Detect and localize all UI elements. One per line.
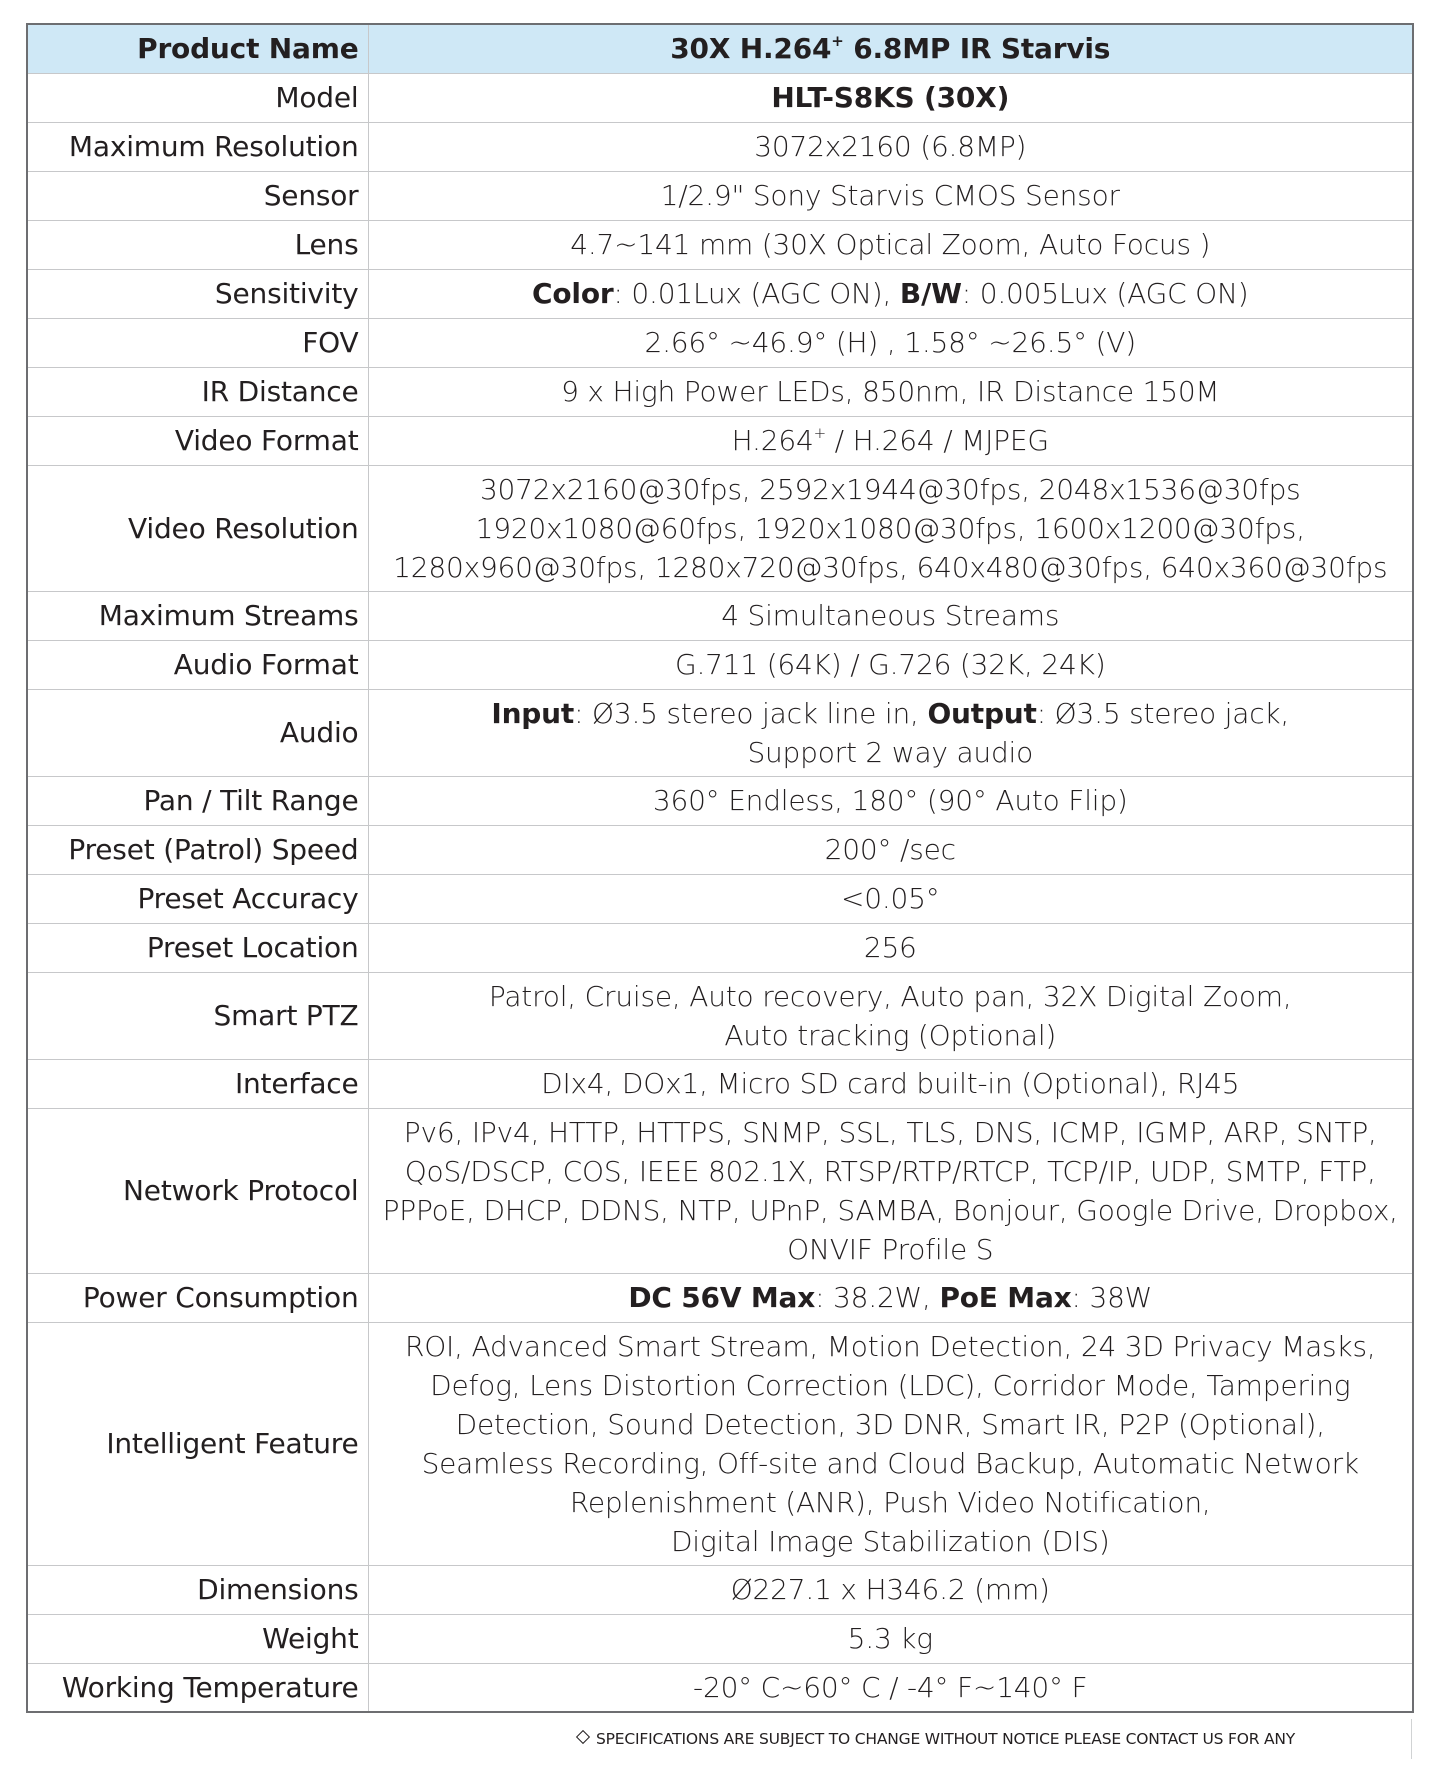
video-resolution-value bbox=[368, 465, 1413, 591]
row-label: Video Format bbox=[27, 416, 368, 465]
value-line: 1280x960@30fps, 1280x720@30fps, 640x480@30fps, 640x360@30fps bbox=[393, 550, 1388, 584]
row-label: Smart PTZ bbox=[27, 972, 368, 1059]
row-label: Video Resolution bbox=[27, 465, 368, 591]
table-row bbox=[27, 689, 1413, 776]
footnote-text: SPECIFICATIONS ARE SUBJECT TO CHANGE WITHOUT NOTICE PLEASE CONTACT US FOR ANY bbox=[596, 1730, 1296, 1748]
table-row bbox=[27, 465, 1413, 591]
table-row bbox=[27, 416, 1413, 465]
row-value: 9 x High Power LEDs, 850nm, IR Distance 150M bbox=[368, 367, 1413, 416]
value-line: Auto tracking (Optional) bbox=[724, 1018, 1057, 1052]
sensitivity-value: Color: 0.01Lux (AGC ON), B/W: 0.005Lux (AGC ON) bbox=[368, 269, 1413, 318]
table-row bbox=[27, 776, 1413, 825]
row-value: 5.3 kg bbox=[368, 1614, 1413, 1663]
network-protocol-value bbox=[368, 1108, 1413, 1273]
table-row bbox=[27, 591, 1413, 640]
table-row bbox=[27, 367, 1413, 416]
table-row bbox=[27, 825, 1413, 874]
table-row bbox=[27, 923, 1413, 972]
value-line: Seamless Recording, Off-site and Cloud Backup, Automatic Network bbox=[421, 1446, 1359, 1480]
table-row bbox=[27, 1108, 1413, 1273]
video-format-value: H.264+ / H.264 / MJPEG bbox=[368, 416, 1413, 465]
value-line: Replenishment (ANR), Push Video Notification, bbox=[569, 1485, 1211, 1519]
row-label: Model bbox=[27, 73, 368, 122]
table-row bbox=[27, 874, 1413, 923]
table-row bbox=[27, 269, 1413, 318]
smart-ptz-value bbox=[368, 972, 1413, 1059]
table-row bbox=[27, 972, 1413, 1059]
footnote bbox=[578, 1730, 1295, 1748]
row-label: Maximum Streams bbox=[27, 591, 368, 640]
table-row bbox=[27, 1273, 1413, 1322]
table-row bbox=[27, 73, 1413, 122]
row-label: Preset (Patrol) Speed bbox=[27, 825, 368, 874]
row-label: Audio bbox=[27, 689, 368, 776]
value-line: PPPoE, DHCP, DDNS, NTP, UPnP, SAMBA, Bonjour, Google Drive, Dropbox, bbox=[382, 1193, 1398, 1227]
table-row bbox=[27, 318, 1413, 367]
row-label: Intelligent Feature bbox=[27, 1322, 368, 1565]
row-label: IR Distance bbox=[27, 367, 368, 416]
value-line: Pv6, IPv4, HTTP, HTTPS, SNMP, SSL, TLS, DNS, ICMP, IGMP, ARP, SNTP, bbox=[403, 1115, 1377, 1149]
row-label: Power Consumption bbox=[27, 1273, 368, 1322]
row-value: 2.66° ~46.9° (H) , 1.58° ~26.5° (V) bbox=[368, 318, 1413, 367]
value-line: Support 2 way audio bbox=[747, 735, 1034, 769]
diamond-bullet-icon bbox=[576, 1730, 590, 1744]
row-label: Weight bbox=[27, 1614, 368, 1663]
value-line: Input: Ø3.5 stereo jack line in, Output: Ø3.5 stereo jack, bbox=[491, 696, 1290, 730]
power-consumption-value: DC 56V Max: 38.2W, PoE Max: 38W bbox=[368, 1273, 1413, 1322]
row-value: G.711 (64K) / G.726 (32K, 24K) bbox=[368, 640, 1413, 689]
spec-sheet bbox=[26, 23, 1412, 1713]
row-label: Lens bbox=[27, 220, 368, 269]
value-line: ONVIF Profile S bbox=[787, 1232, 994, 1266]
table-row bbox=[27, 122, 1413, 171]
table-row bbox=[27, 640, 1413, 689]
table-row bbox=[27, 171, 1413, 220]
row-label: Preset Accuracy bbox=[27, 874, 368, 923]
table-row bbox=[27, 1565, 1413, 1614]
intelligent-feature-value bbox=[368, 1322, 1413, 1565]
row-value: 256 bbox=[368, 923, 1413, 972]
value-line: 1920x1080@60fps, 1920x1080@30fps, 1600x1200@30fps, bbox=[475, 511, 1305, 545]
row-value: -20° C~60° C / -4° F~140° F bbox=[368, 1663, 1413, 1712]
row-label: Working Temperature bbox=[27, 1663, 368, 1712]
product-name-value: 30X H.264+ 6.8MP IR Starvis bbox=[368, 24, 1413, 73]
table-row bbox=[27, 220, 1413, 269]
header-label: Product Name bbox=[27, 24, 368, 73]
spec-table bbox=[26, 23, 1414, 1713]
row-label: Network Protocol bbox=[27, 1108, 368, 1273]
table-row bbox=[27, 1614, 1413, 1663]
value-line: QoS/DSCP, COS, IEEE 802.1X, RTSP/RTP/RTCP, TCP/IP, UDP, SMTP, FTP, bbox=[404, 1154, 1376, 1188]
table-row bbox=[27, 1322, 1413, 1565]
row-value: 4 Simultaneous Streams bbox=[368, 591, 1413, 640]
model-value: HLT-S8KS (30X) bbox=[368, 73, 1413, 122]
value-line: Patrol, Cruise, Auto recovery, Auto pan, 32X Digital Zoom, bbox=[488, 979, 1292, 1013]
row-value: 200° /sec bbox=[368, 825, 1413, 874]
row-value: 3072x2160 (6.8MP) bbox=[368, 122, 1413, 171]
row-label: Maximum Resolution bbox=[27, 122, 368, 171]
value-line: Defog, Lens Distortion Correction (LDC), Corridor Mode, Tampering bbox=[430, 1368, 1351, 1402]
value-line: 3072x2160@30fps, 2592x1944@30fps, 2048x1536@30fps bbox=[479, 472, 1301, 506]
row-label: Dimensions bbox=[27, 1565, 368, 1614]
row-value: DIx4, DOx1, Micro SD card built-in (Optional), RJ45 bbox=[368, 1059, 1413, 1108]
table-row bbox=[27, 1663, 1413, 1712]
value-line: ROI, Advanced Smart Stream, Motion Detection, 24 3D Privacy Masks, bbox=[404, 1329, 1376, 1363]
row-value: 4.7~141 mm (30X Optical Zoom, Auto Focus ) bbox=[368, 220, 1413, 269]
row-label: FOV bbox=[27, 318, 368, 367]
row-value: 360° Endless, 180° (90° Auto Flip) bbox=[368, 776, 1413, 825]
audio-value bbox=[368, 689, 1413, 776]
row-value: Ø227.1 x H346.2 (mm) bbox=[368, 1565, 1413, 1614]
row-label: Audio Format bbox=[27, 640, 368, 689]
row-label: Pan / Tilt Range bbox=[27, 776, 368, 825]
row-value: <0.05° bbox=[368, 874, 1413, 923]
value-line: Detection, Sound Detection, 3D DNR, Smart IR, P2P (Optional), bbox=[455, 1407, 1325, 1441]
row-label: Sensitivity bbox=[27, 269, 368, 318]
table-header-row bbox=[27, 24, 1413, 73]
row-label: Preset Location bbox=[27, 923, 368, 972]
page-edge-line bbox=[1411, 1719, 1412, 1759]
row-value: 1/2.9" Sony Starvis CMOS Sensor bbox=[368, 171, 1413, 220]
row-label: Interface bbox=[27, 1059, 368, 1108]
table-row bbox=[27, 1059, 1413, 1108]
value-line: Digital Image Stabilization (DIS) bbox=[670, 1524, 1110, 1558]
row-label: Sensor bbox=[27, 171, 368, 220]
